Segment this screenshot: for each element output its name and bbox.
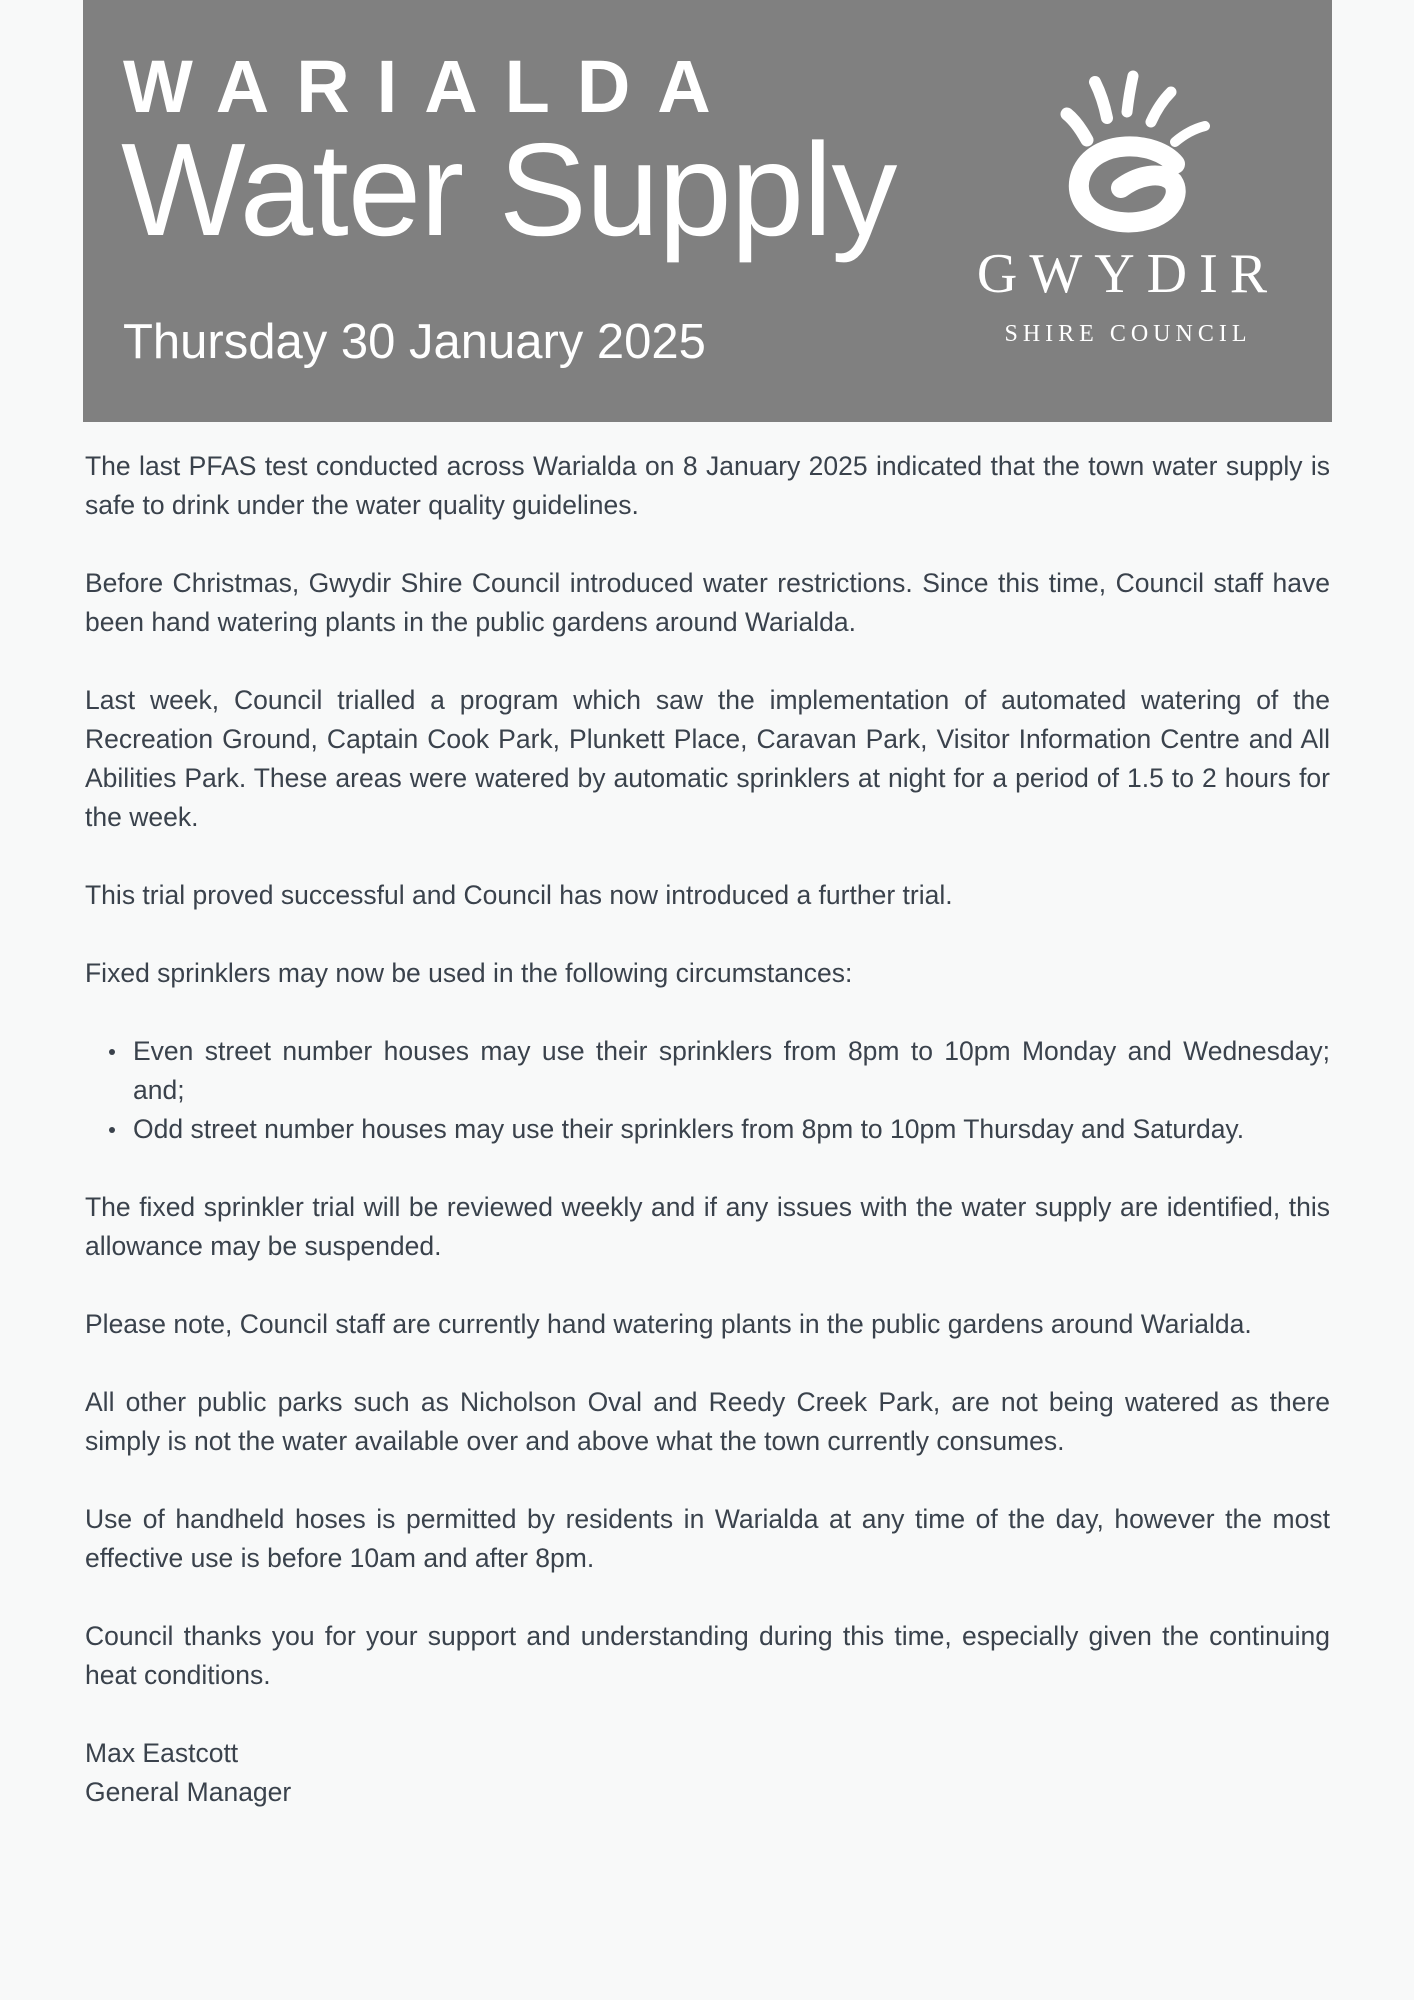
paragraph: This trial proved successful and Council has now introduced a further trial.: [85, 880, 953, 910]
paragraph: All other public parks such as Nicholson Oval and Reedy Creek Park, are not being watered as there simply is not the water available over and above what the town currently consumes.: [85, 1387, 1330, 1456]
paragraph: Council thanks you for your support and understanding during this time, especially given the continuing heat conditions.: [85, 1621, 1330, 1690]
council-logo: [953, 70, 1303, 360]
signature-block: [85, 1734, 1330, 1812]
signatory-role: General Manager: [85, 1777, 292, 1807]
signatory-name: Max Eastcott: [85, 1738, 239, 1768]
logo-subtitle: SHIRE COUNCIL: [1004, 321, 1252, 347]
logo-name: GWYDIR: [976, 243, 1280, 305]
list-item: Even street number houses may use their sprinklers from 8pm to 10pm Monday and Wednesday; and;: [133, 1032, 1330, 1110]
town-name: WARIALDA: [123, 45, 738, 128]
header-banner: [83, 0, 1332, 422]
paragraph: Use of handheld hoses is permitted by residents in Warialda at any time of the day, however the most effective use is before 10am and after 8pm.: [85, 1504, 1330, 1573]
sun-g-logo-icon: [1025, 70, 1225, 240]
paragraph: The last PFAS test conducted across Warialda on 8 January 2025 indicated that the town water supply is safe to drink under the water quality guidelines.: [85, 451, 1330, 520]
page-title: Water Supply: [121, 116, 897, 263]
paragraph: Please note, Council staff are currently hand watering plants in the public gardens around Warialda.: [85, 1309, 1252, 1339]
paragraph: The fixed sprinkler trial will be reviewed weekly and if any issues with the water supply are identified, this allowance may be suspended.: [85, 1192, 1330, 1261]
sprinkler-rules-list: [85, 1032, 1330, 1149]
notice-body: [85, 447, 1330, 1812]
notice-date: Thursday 30 January 2025: [123, 315, 706, 369]
paragraph: Fixed sprinklers may now be used in the following circumstances:: [85, 958, 853, 988]
list-item: Odd street number houses may use their sprinklers from 8pm to 10pm Thursday and Saturday.: [133, 1110, 1330, 1149]
paragraph: Last week, Council trialled a program which saw the implementation of automated watering of the Recreation Ground, Captain Cook Park, Plunkett Place, Caravan Park, Visitor Information Centre and All Abilities Park. These areas were watered by automatic sprinklers at night for a period of 1.5 to 2 hours for the week.: [85, 685, 1330, 832]
paragraph: Before Christmas, Gwydir Shire Council introduced water restrictions. Since this time, Council staff have been hand watering plants in the public gardens around Warialda.: [85, 568, 1330, 637]
